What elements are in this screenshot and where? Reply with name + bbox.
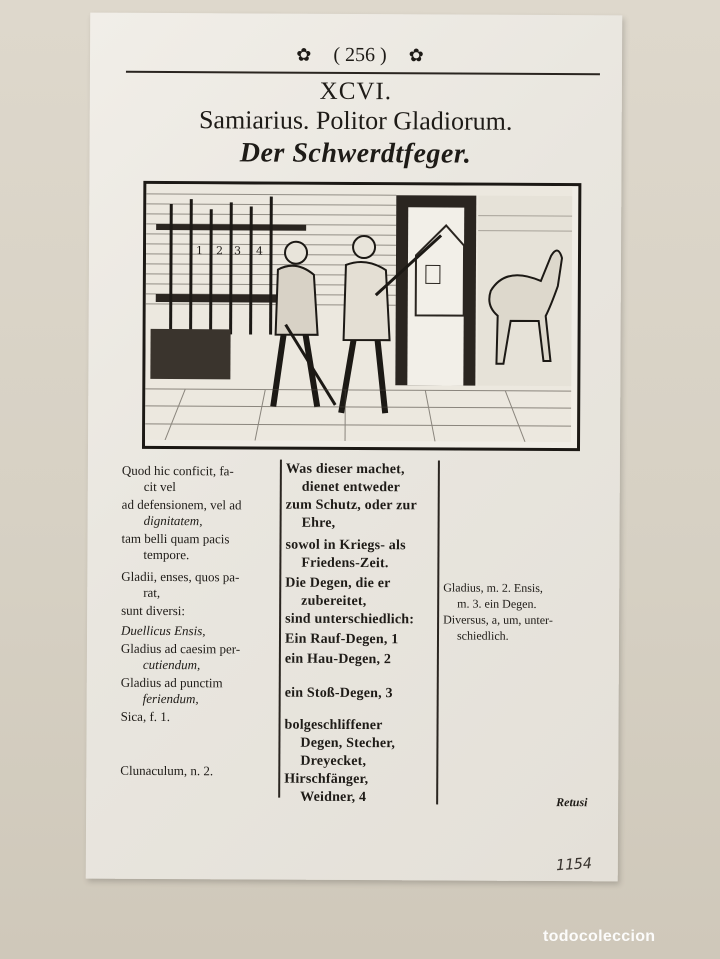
german-line: sowol in Kriegs- als (285, 537, 406, 554)
fleuron-right-icon: ✿ (408, 45, 424, 66)
column-divider (278, 460, 282, 798)
german-line: zubereitet, (301, 593, 367, 610)
latin-line: Gladius ad punctim (120, 674, 223, 691)
chapter-number: XCVI. (319, 77, 393, 106)
german-line: Die Degen, die er (285, 575, 391, 592)
column-divider (436, 460, 440, 804)
latin-line: cit vel (143, 478, 176, 495)
german-line: Ein Rauf-Degen, 1 (284, 631, 399, 648)
illustration-number: 4 (255, 244, 264, 258)
page-header (125, 43, 595, 68)
watermark: todocoleccion (543, 928, 656, 945)
note-line: Diversus, a, um, unter- (443, 612, 553, 628)
latin-line: tam belli quam pacis (121, 530, 230, 547)
latin-line: feriendum, (142, 690, 199, 707)
header-rule (126, 71, 600, 75)
book-page (86, 13, 623, 882)
german-line: Weidner, 4 (300, 789, 367, 806)
latin-line: rat, (143, 584, 161, 600)
latin-line: ad defensionem, vel ad (121, 496, 242, 513)
german-title: Der Schwerdtfeger. (239, 137, 472, 170)
german-line: Degen, Stecher, (300, 735, 396, 752)
note-line: Gladius, m. 2. Ensis, (443, 580, 543, 595)
handwritten-note: 1154 (555, 854, 593, 875)
latin-line: Gladii, enses, quos pa- (121, 568, 240, 585)
german-line: bolgeschliffener (284, 717, 383, 734)
german-line: zum Schutz, oder zur (285, 497, 418, 514)
note-line: schiedlich. (456, 628, 509, 643)
latin-line: Duellicus Ensis, (120, 622, 206, 639)
german-line: sind unterschiedlich: (285, 611, 415, 628)
illustration-number: 3 (233, 244, 242, 258)
woodcut-illustration (142, 181, 581, 451)
page-number: ( 256 ) (333, 43, 387, 67)
latin-line: tempore. (143, 546, 190, 563)
german-line: dienet entweder (301, 479, 401, 496)
latin-line: dignitatem, (143, 512, 203, 529)
german-line: Was dieser machet, (285, 461, 405, 478)
latin-line: Clunaculum, n. 2. (120, 762, 214, 779)
latin-line: cutiendum, (142, 656, 201, 673)
latin-line: Gladius ad caesim per- (120, 640, 241, 657)
german-line: ein Hau-Degen, 2 (284, 651, 392, 668)
latin-title: Samiarius. Politor Gladiorum. (198, 105, 513, 136)
german-line: Ehre, (301, 515, 336, 531)
glossary-columns (116, 459, 608, 812)
note-line: m. 3. ein Degen. (457, 596, 537, 611)
illustration-number: 2 (215, 244, 224, 258)
german-line: Hirschfänger, (284, 771, 369, 788)
latin-line: Quod hic conficit, fa- (121, 462, 234, 479)
german-line: Dreyecket, (300, 753, 367, 770)
illustration-number: 1 (195, 244, 204, 258)
fleuron-left-icon: ✿ (296, 44, 312, 65)
latin-line: Sica, f. 1. (120, 708, 171, 725)
catchword: Retusi (556, 795, 588, 810)
woodcut-swordsmith-icon (145, 184, 572, 442)
latin-line: sunt diversi: (121, 602, 186, 619)
german-line: Friedens-Zeit. (301, 555, 389, 572)
german-line: ein Stoß-Degen, 3 (284, 685, 393, 702)
